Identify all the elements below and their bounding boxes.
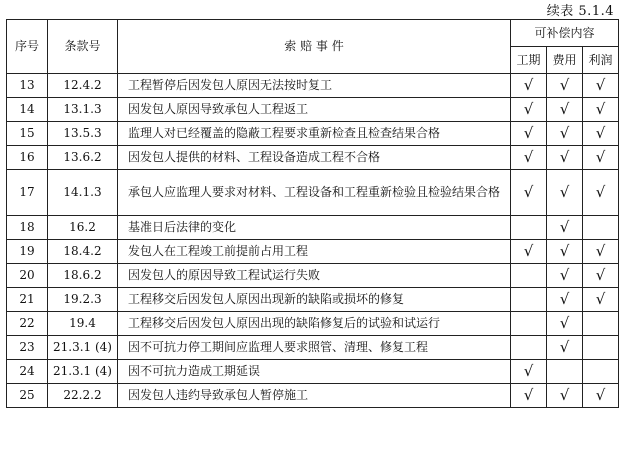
check-mark-icon: √ xyxy=(559,218,570,236)
check-mark-icon: √ xyxy=(595,183,606,201)
clause-number: 18.6.2 xyxy=(48,264,118,288)
clause-number: 13.6.2 xyxy=(48,146,118,170)
header-event: 索 赔 事 件 xyxy=(118,20,511,74)
cost-check-cell xyxy=(547,288,583,312)
check-mark-icon: √ xyxy=(595,242,606,260)
check-mark-icon: √ xyxy=(523,124,534,142)
header-no: 序号 xyxy=(7,20,48,74)
period-check-cell xyxy=(511,170,547,216)
cost-check-cell xyxy=(547,146,583,170)
table-row xyxy=(7,146,619,170)
claim-event: 工程暂停后因发包人原因无法按时复工 xyxy=(118,74,511,98)
clause-number: 14.1.3 xyxy=(48,170,118,216)
header-compensable: 可补偿内容 xyxy=(511,20,619,47)
clause-number: 13.5.3 xyxy=(48,122,118,146)
row-number: 24 xyxy=(7,360,48,384)
check-mark-icon: √ xyxy=(523,362,534,380)
header-cost: 费用 xyxy=(547,47,583,74)
row-number: 19 xyxy=(7,240,48,264)
row-number: 14 xyxy=(7,98,48,122)
claims-table xyxy=(6,19,619,408)
period-check-cell xyxy=(511,216,547,240)
check-mark-icon: √ xyxy=(559,76,570,94)
check-mark-icon: √ xyxy=(523,183,534,201)
table-row xyxy=(7,216,619,240)
row-number: 15 xyxy=(7,122,48,146)
clause-number: 16.2 xyxy=(48,216,118,240)
period-check-cell xyxy=(511,122,547,146)
period-check-cell xyxy=(511,384,547,408)
profit-check-cell xyxy=(583,74,619,98)
claim-event: 承包人应监理人要求对材料、工程设备和工程重新检验且检验结果合格 xyxy=(118,170,511,216)
check-mark-icon: √ xyxy=(523,76,534,94)
period-check-cell xyxy=(511,288,547,312)
row-number: 21 xyxy=(7,288,48,312)
check-mark-icon: √ xyxy=(523,386,534,404)
check-mark-icon: √ xyxy=(595,148,606,166)
check-mark-icon: √ xyxy=(595,124,606,142)
check-mark-icon: √ xyxy=(559,266,570,284)
check-mark-icon: √ xyxy=(559,242,570,260)
cost-check-cell xyxy=(547,98,583,122)
period-check-cell xyxy=(511,336,547,360)
check-mark-icon: √ xyxy=(595,100,606,118)
clause-number: 18.4.2 xyxy=(48,240,118,264)
clause-number: 13.1.3 xyxy=(48,98,118,122)
cost-check-cell xyxy=(547,74,583,98)
clause-number: 22.2.2 xyxy=(48,384,118,408)
check-mark-icon: √ xyxy=(559,290,570,308)
check-mark-icon: √ xyxy=(559,314,570,332)
check-mark-icon: √ xyxy=(595,76,606,94)
table-row xyxy=(7,288,619,312)
profit-check-cell xyxy=(583,336,619,360)
table-row xyxy=(7,170,619,216)
period-check-cell xyxy=(511,264,547,288)
check-mark-icon: √ xyxy=(559,124,570,142)
clause-number: 19.2.3 xyxy=(48,288,118,312)
profit-check-cell xyxy=(583,240,619,264)
header-period: 工期 xyxy=(511,47,547,74)
table-body xyxy=(7,74,619,408)
claim-event: 因不可抗力停工期间应监理人要求照管、清理、修复工程 xyxy=(118,336,511,360)
check-mark-icon: √ xyxy=(559,338,570,356)
clause-number: 19.4 xyxy=(48,312,118,336)
table-row xyxy=(7,98,619,122)
period-check-cell xyxy=(511,74,547,98)
claim-event: 因发包人提供的材料、工程设备造成工程不合格 xyxy=(118,146,511,170)
period-check-cell xyxy=(511,146,547,170)
table-row xyxy=(7,74,619,98)
period-check-cell xyxy=(511,98,547,122)
check-mark-icon: √ xyxy=(559,148,570,166)
row-number: 16 xyxy=(7,146,48,170)
clause-number: 21.3.1 (4) xyxy=(48,336,118,360)
check-mark-icon: √ xyxy=(523,148,534,166)
table-row xyxy=(7,312,619,336)
clause-number: 21.3.1 (4) xyxy=(48,360,118,384)
cost-check-cell xyxy=(547,384,583,408)
clause-number: 12.4.2 xyxy=(48,74,118,98)
cost-check-cell xyxy=(547,216,583,240)
period-check-cell xyxy=(511,360,547,384)
cost-check-cell xyxy=(547,312,583,336)
claim-event: 监理人对已经覆盖的隐蔽工程要求重新检查且检查结果合格 xyxy=(118,122,511,146)
table-row xyxy=(7,384,619,408)
cost-check-cell xyxy=(547,336,583,360)
profit-check-cell xyxy=(583,312,619,336)
check-mark-icon: √ xyxy=(559,100,570,118)
row-number: 17 xyxy=(7,170,48,216)
claim-event: 因发包人的原因导致工程试运行失败 xyxy=(118,264,511,288)
claim-event: 工程移交后因发包人原因出现的缺陷修复后的试验和试运行 xyxy=(118,312,511,336)
profit-check-cell xyxy=(583,122,619,146)
period-check-cell xyxy=(511,240,547,264)
table-row xyxy=(7,336,619,360)
claim-event: 因发包人违约导致承包人暂停施工 xyxy=(118,384,511,408)
row-number: 23 xyxy=(7,336,48,360)
profit-check-cell xyxy=(583,170,619,216)
table-row xyxy=(7,264,619,288)
profit-check-cell xyxy=(583,216,619,240)
period-check-cell xyxy=(511,312,547,336)
profit-check-cell xyxy=(583,264,619,288)
profit-check-cell xyxy=(583,146,619,170)
profit-check-cell xyxy=(583,360,619,384)
cost-check-cell xyxy=(547,240,583,264)
check-mark-icon: √ xyxy=(559,183,570,201)
row-number: 20 xyxy=(7,264,48,288)
claim-event: 因发包人原因导致承包人工程返工 xyxy=(118,98,511,122)
cost-check-cell xyxy=(547,122,583,146)
row-number: 25 xyxy=(7,384,48,408)
profit-check-cell xyxy=(583,98,619,122)
claim-event: 因不可抗力造成工期延误 xyxy=(118,360,511,384)
header-clause: 条款号 xyxy=(48,20,118,74)
claim-event: 工程移交后因发包人原因出现新的缺陷或损坏的修复 xyxy=(118,288,511,312)
table-caption: 续表 5.1.4 xyxy=(546,4,614,19)
check-mark-icon: √ xyxy=(595,386,606,404)
table-row xyxy=(7,122,619,146)
claim-event: 基准日后法律的变化 xyxy=(118,216,511,240)
table-row xyxy=(7,240,619,264)
cost-check-cell xyxy=(547,360,583,384)
check-mark-icon: √ xyxy=(559,386,570,404)
check-mark-icon: √ xyxy=(523,100,534,118)
cost-check-cell xyxy=(547,170,583,216)
profit-check-cell xyxy=(583,384,619,408)
profit-check-cell xyxy=(583,288,619,312)
row-number: 22 xyxy=(7,312,48,336)
check-mark-icon: √ xyxy=(523,242,534,260)
check-mark-icon: √ xyxy=(595,266,606,284)
row-number: 18 xyxy=(7,216,48,240)
check-mark-icon: √ xyxy=(595,290,606,308)
row-number: 13 xyxy=(7,74,48,98)
claim-event: 发包人在工程竣工前提前占用工程 xyxy=(118,240,511,264)
table-row xyxy=(7,360,619,384)
header-profit: 利润 xyxy=(583,47,619,74)
cost-check-cell xyxy=(547,264,583,288)
